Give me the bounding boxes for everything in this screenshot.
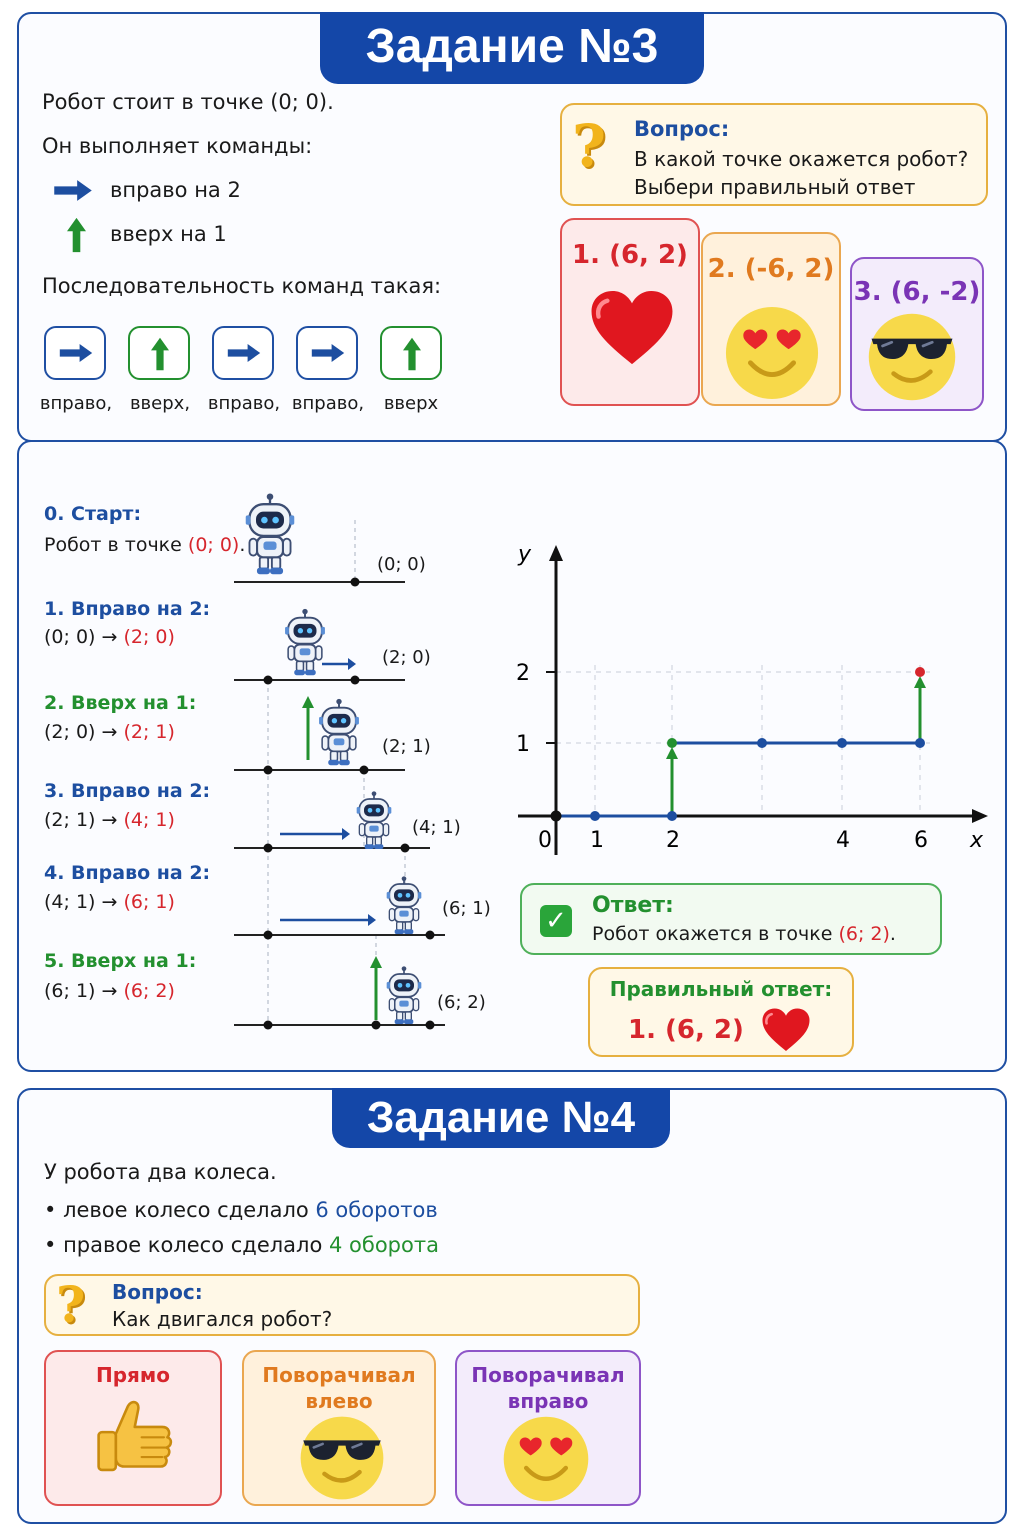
task4-option-right[interactable]	[455, 1350, 641, 1506]
step-text: (6; 1) → (6; 2)	[44, 980, 175, 1002]
cmd-up-label: вверх на 1	[110, 222, 227, 246]
option-label: 2. (-6, 2)	[707, 254, 835, 284]
sequence-label: вверх,	[129, 393, 191, 414]
path-arrow	[666, 747, 678, 759]
heart-eyes-emoji-icon	[501, 1414, 591, 1504]
coord-label: (6; 1)	[442, 898, 491, 919]
task3-question-box	[560, 103, 988, 206]
arrow-right-icon	[226, 342, 262, 364]
task4-option-left[interactable]	[242, 1350, 436, 1506]
task3-title: Задание №3	[320, 12, 704, 84]
thumbs-up-icon	[90, 1396, 176, 1482]
sequence-label: вверх	[383, 393, 439, 414]
option-label: 1. (6, 2)	[572, 240, 688, 270]
option-label-line2: вправо	[507, 1389, 589, 1413]
coordinate-chart	[500, 535, 1000, 875]
answer-text: Робот окажется в точке (6; 2).	[592, 923, 896, 945]
sunglasses-emoji-icon	[296, 1414, 388, 1502]
option-label-line2: влево	[305, 1389, 373, 1413]
sequence-cmd-right	[44, 326, 106, 380]
task4-option-straight[interactable]	[44, 1350, 222, 1506]
data-point	[590, 811, 600, 821]
correct-title: Правильный ответ:	[609, 977, 833, 1001]
question-line2: Выбери правильный ответ	[634, 175, 916, 199]
option-label-line1: Поворачивал	[262, 1363, 416, 1387]
data-point	[757, 738, 767, 748]
option-card-1[interactable]	[560, 218, 700, 406]
task4-question-box	[44, 1274, 640, 1336]
step-title: 3. Вправо на 2:	[44, 780, 211, 802]
sequence-cmd-up	[128, 326, 190, 380]
question-mark-icon: ?	[56, 1275, 86, 1334]
cmd-right-label: вправо на 2	[110, 178, 241, 202]
answer-box	[520, 883, 942, 955]
coord-label: (0; 0)	[377, 554, 426, 575]
question-line1: Как двигался робот?	[112, 1307, 333, 1331]
x-tick-label: 2	[666, 828, 680, 853]
x-tick-label: 1	[590, 828, 604, 853]
data-point	[837, 738, 847, 748]
heart-icon	[760, 1007, 812, 1053]
x-tick-label: 0	[538, 828, 552, 853]
sequence-label: вправо,	[39, 393, 113, 414]
arrow-up-icon	[64, 216, 89, 254]
step-text: (4; 1) → (6; 1)	[44, 891, 175, 913]
checkmark-icon: ✓	[540, 905, 572, 937]
step-title: 5. Вверх на 1:	[44, 950, 197, 972]
task3-commands-intro: Он выполняет команды:	[42, 134, 313, 158]
y-axis-arrow	[549, 545, 563, 561]
sequence-intro: Последовательность команд такая:	[42, 274, 442, 298]
arrow-up-icon	[149, 336, 171, 372]
end-point	[915, 667, 925, 677]
coord-label: (4; 1)	[412, 817, 461, 838]
correct-answer-box	[588, 967, 854, 1057]
sequence-cmd-right	[296, 326, 358, 380]
coord-label: (2; 0)	[382, 647, 431, 668]
y-tick-label: 1	[516, 732, 530, 757]
data-point	[551, 811, 562, 822]
option-label-line1: Поворачивал	[471, 1363, 625, 1387]
step-text: (2; 1) → (4; 1)	[44, 809, 175, 831]
sequence-cmd-right	[212, 326, 274, 380]
sequence-cmd-up	[380, 326, 442, 380]
step-title: 4. Вправо на 2:	[44, 862, 211, 884]
task4-title: Задание №4	[332, 1088, 670, 1148]
steps-illustration	[230, 480, 470, 1040]
arrow-right-icon	[52, 178, 94, 203]
question-title: Вопрос:	[112, 1280, 203, 1304]
task3-intro: Робот стоит в точке (0; 0).	[42, 90, 334, 114]
task4-intro: У робота два колеса.	[44, 1160, 277, 1184]
step-text: (2; 0) → (2; 1)	[44, 721, 175, 743]
step-title: 0. Старт:	[44, 503, 142, 525]
sequence-label: вправо,	[207, 393, 281, 414]
option-card-3[interactable]	[850, 257, 984, 411]
left-wheel-line: • левое колесо сделало 6 оборотов	[44, 1198, 438, 1222]
path-arrow	[914, 676, 926, 688]
sequence-label: вправо,	[291, 393, 365, 414]
step-text: (0; 0) → (2; 0)	[44, 626, 175, 648]
coord-label: (2; 1)	[382, 736, 431, 757]
x-tick-label: 6	[914, 828, 928, 853]
data-point	[667, 738, 677, 748]
x-tick-label: 4	[836, 828, 850, 853]
question-mark-icon: ?	[572, 112, 606, 180]
coord-label: (6; 2)	[437, 992, 486, 1013]
arrow-right-icon	[310, 342, 346, 364]
data-point	[667, 811, 677, 821]
step-title: 2. Вверх на 1:	[44, 692, 197, 714]
data-point	[915, 738, 925, 748]
question-title: Вопрос:	[634, 117, 730, 141]
y-tick-label: 2	[516, 661, 530, 686]
option-card-2[interactable]	[701, 232, 841, 406]
arrow-right-icon	[58, 342, 94, 364]
arrow-up-icon	[401, 336, 423, 372]
heart-icon	[588, 288, 676, 368]
sunglasses-emoji-icon	[862, 311, 962, 403]
answer-title: Ответ:	[592, 893, 674, 918]
question-line1: В какой точке окажется робот?	[634, 147, 969, 171]
step-title: 1. Вправо на 2:	[44, 598, 211, 620]
x-axis-arrow	[972, 809, 988, 823]
x-axis-label: x	[970, 828, 984, 853]
correct-value: 1. (6, 2)	[628, 1015, 744, 1045]
option-label: 3. (6, -2)	[853, 277, 981, 307]
y-axis-label: y	[518, 542, 532, 567]
right-wheel-line: • правое колесо сделало 4 оборота	[44, 1233, 439, 1257]
heart-eyes-emoji-icon	[723, 304, 821, 402]
option-label: Прямо	[96, 1363, 170, 1387]
step-text: Робот в точке (0; 0).	[44, 534, 246, 556]
